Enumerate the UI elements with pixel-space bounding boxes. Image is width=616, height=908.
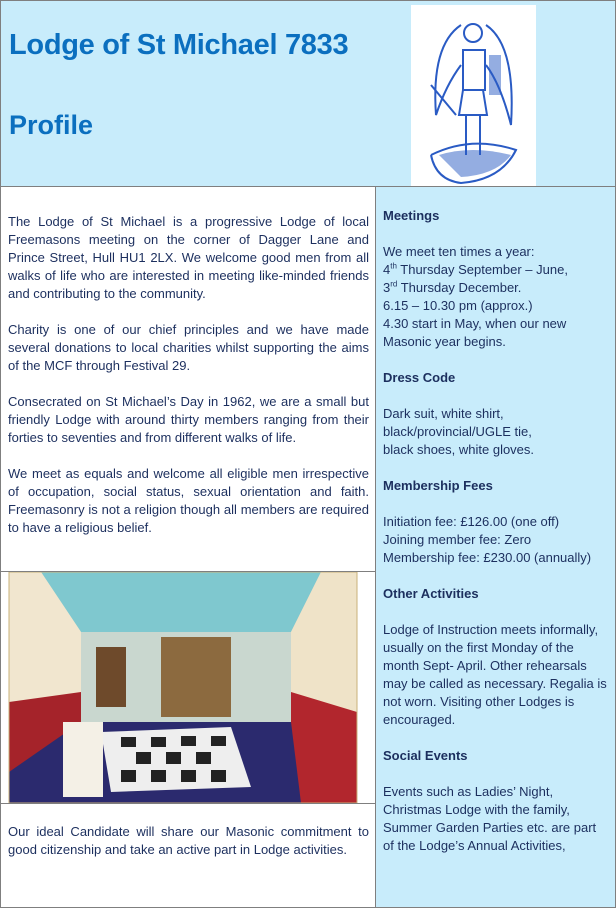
meetings-schedule-2: Thursday December.: [397, 280, 522, 295]
social-events-text: Events such as Ladies’ Night, Christmas Lodge with the family, Summer Garden Parties etc. are part of the Lodge’s Annual Activities,: [383, 784, 597, 853]
meetings-schedule-1: Thursday September – June,: [396, 262, 568, 277]
meetings-intro: We meet ten times a year:: [383, 244, 535, 259]
meetings-day-2: 3: [383, 280, 391, 295]
meetings-time: 6.15 – 10.30 pm (approx.): [383, 298, 533, 313]
meetings-may-note: 4.30 start in May, when our new Masonic year begins.: [383, 316, 567, 349]
ordinal-suffix: th: [390, 261, 397, 271]
paragraph-history: Consecrated on St Michael’s Day in 1962, we are a small but friendly Lodge with around thirty members ranging from their forties to seventies and from different walks of life.: [8, 394, 369, 445]
meetings-day-1: 4: [383, 262, 391, 277]
membership-fee: Membership fee: £230.00 (annually): [383, 550, 592, 565]
other-activities-heading: Other Activities: [383, 586, 479, 601]
joining-fee: Joining member fee: Zero: [383, 532, 532, 547]
ordinal-suffix: rd: [390, 279, 398, 289]
page-subtitle: Profile: [9, 110, 94, 140]
dress-code-heading: Dress Code: [383, 370, 456, 385]
paragraph-equality: We meet as equals and welcome all eligible men irrespective of occupation, social status, sexual orientation and faith. Freemasonry is not a religion though all members are required to have a religious belief.: [8, 466, 369, 535]
meetings-heading: Meetings: [383, 208, 440, 223]
closing-text: Our ideal Candidate will share our Masonic commitment to good citizenship and take an active part in Lodge activities.: [8, 824, 369, 857]
fees-heading: Membership Fees: [383, 478, 493, 493]
page-title: Lodge of St Michael 7833: [9, 29, 349, 61]
other-activities-text: Lodge of Instruction meets informally, usually on the first Monday of the month Sept- April. Other rehearsals may be called as necessary. Regalia is not worn. Visiting other Lodges is encouraged.: [383, 622, 607, 727]
dress-code-text: Dark suit, white shirt, black/provincial/UGLE tie, black shoes, white gloves.: [383, 406, 535, 457]
initiation-fee: Initiation fee: £126.00 (one off): [383, 514, 560, 529]
paragraph-intro: The Lodge of St Michael is a progressive Lodge of local Freemasons meeting on the corner of Dagger Lane and Prince Street, Hull HU1 2LX. We welcome good men from all walks of life who are interested in meeting like-minded friends and contributing to the community.: [8, 214, 369, 301]
paragraph-charity: Charity is one of our chief principles and we have made several donations to local charities whilst supporting the aims of the MCF through Festival 29.: [8, 322, 369, 373]
social-events-heading: Social Events: [383, 748, 468, 763]
